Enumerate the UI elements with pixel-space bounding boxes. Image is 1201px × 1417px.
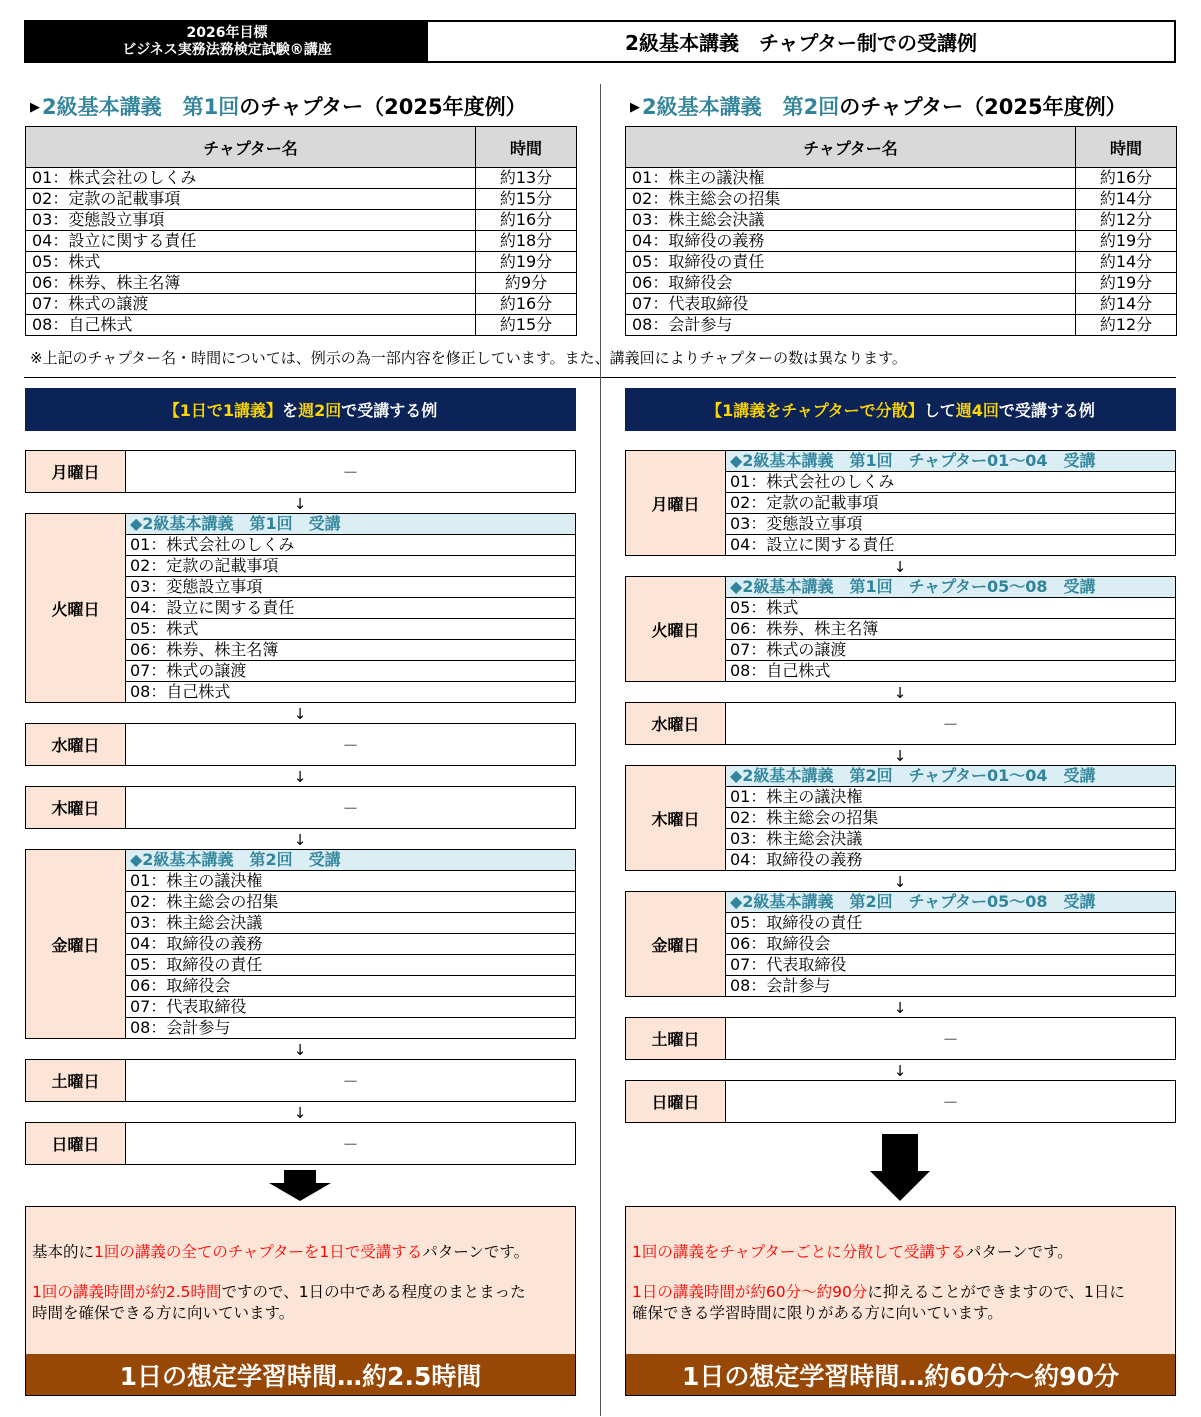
- day-label: 火曜日: [26, 514, 126, 702]
- summary-line: [32, 1242, 529, 1263]
- chapter-row: 02：定款の記載事項: [726, 493, 1175, 514]
- chapter-name: 06：取締役会: [626, 273, 1076, 294]
- day-label: 土曜日: [626, 1018, 726, 1059]
- down-arrow-icon: ↓: [893, 684, 907, 702]
- chapter-row: [626, 168, 1177, 189]
- chapter-row: 01：株主の議決権: [126, 871, 575, 892]
- chapter-name: 05：株式: [26, 252, 476, 273]
- lecture-list: [126, 850, 575, 1038]
- lecture-list: [726, 766, 1175, 870]
- no-lecture: －: [342, 736, 359, 755]
- chapter-row: 01：株式会社のしくみ: [726, 472, 1175, 493]
- footnote: ※上記のチャプター名・時間については、例示の為一部内容を修正しています。また、講義回によりチャプターの数は異なります。: [30, 349, 907, 367]
- right-day-tuesday: [625, 576, 1176, 682]
- summary-line: [632, 1242, 1073, 1263]
- column-divider: [600, 84, 601, 1416]
- chapter-time: 約19分: [1076, 231, 1177, 252]
- chapter-time: 約19分: [476, 252, 577, 273]
- page-header: [24, 20, 1176, 63]
- chapter-row: [626, 231, 1177, 252]
- chapter-name: 03：株主総会決議: [626, 210, 1076, 231]
- summary-text: ですので、1日の中である程度のまとまった: [221, 1283, 526, 1301]
- summary-paragraph: [32, 1282, 526, 1324]
- chapter-row: 07：代表取締役: [726, 955, 1175, 976]
- summary-text: 確保できる学習時間に限りがある方に向いています。: [632, 1304, 1003, 1322]
- lecture-heading: ◆2級基本講義 第2回 チャプター05～08 受講: [726, 892, 1175, 913]
- chapter-row: 08：会計参与: [130, 1018, 231, 1037]
- left-day-tuesday: [25, 513, 576, 703]
- page-title: 2級基本講義 チャプター制での受講例: [625, 31, 977, 55]
- down-arrow-icon: ↓: [293, 768, 307, 786]
- right-plan-banner: [625, 388, 1176, 431]
- right-day-saturday: [625, 1017, 1176, 1060]
- chapter-row: 02：株主総会の招集: [126, 892, 575, 913]
- chapter-time: 約16分: [476, 210, 577, 231]
- day-label: 水曜日: [626, 703, 726, 744]
- day-label: 日曜日: [626, 1081, 726, 1122]
- lecture-heading: ◆2級基本講義 第2回 受講: [126, 850, 575, 871]
- course-label: [26, 22, 428, 61]
- chapter-row: [26, 294, 577, 315]
- course-label-line2: ビジネス実務法務検定試験®講座: [122, 41, 332, 58]
- down-arrow-icon: ↓: [893, 873, 907, 891]
- chapter-row: [26, 168, 577, 189]
- chapter-name: 02：株主総会の招集: [626, 189, 1076, 210]
- day-label: 月曜日: [26, 451, 126, 492]
- no-lecture: －: [942, 1030, 959, 1049]
- chapter-row: 03：変態設立事項: [126, 577, 575, 598]
- chapter-time: 約14分: [1076, 252, 1177, 273]
- chapter-row: 02：株主総会の招集: [726, 808, 1175, 829]
- banner-text: を: [282, 401, 299, 420]
- no-lecture: －: [342, 463, 359, 482]
- down-arrow-icon: ↓: [893, 558, 907, 576]
- chapter-name: 02：定款の記載事項: [26, 189, 476, 210]
- chapter-time: 約19分: [1076, 273, 1177, 294]
- lecture-heading: ◆2級基本講義 第1回 チャプター05～08 受講: [726, 577, 1175, 598]
- banner-text: で受講する例: [998, 401, 1095, 420]
- left-table-title-prefix: 2級基本講義 第1回: [42, 95, 240, 119]
- left-summary-box: [25, 1206, 576, 1396]
- chapter-time: 約15分: [476, 189, 577, 210]
- chapter-row: 05：取締役の責任: [726, 913, 1175, 934]
- chapter-row: [26, 252, 577, 273]
- chapter-row: 08：自己株式: [130, 682, 231, 701]
- down-arrow-icon: ↓: [893, 1062, 907, 1080]
- chapter-name: 07：株式の譲渡: [26, 294, 476, 315]
- down-arrow-icon: ↓: [293, 1104, 307, 1122]
- banner-highlight: 週2回: [298, 401, 342, 420]
- chapter-row: 04：設立に関する責任: [730, 535, 895, 554]
- no-lecture: －: [942, 715, 959, 734]
- lecture-heading: ◆2級基本講義 第2回 チャプター01～04 受講: [726, 766, 1175, 787]
- no-lecture: －: [342, 1072, 359, 1091]
- day-label: 月曜日: [626, 451, 726, 555]
- banner-highlight: 週4回: [955, 401, 999, 420]
- chapter-row: 05：株式: [126, 619, 575, 640]
- left-chapter-table: [25, 126, 577, 336]
- left-day-friday: [25, 849, 576, 1039]
- lecture-list: [726, 451, 1175, 555]
- chapter-time: 約13分: [476, 168, 577, 189]
- chapter-row: 07：株式の譲渡: [726, 640, 1175, 661]
- chapter-row: [26, 210, 577, 231]
- chapter-row: 08：自己株式: [730, 661, 831, 680]
- column-header-chapter: チャプター名: [26, 127, 476, 168]
- left-day-thursday: [25, 786, 576, 829]
- right-table-title-suffix: のチャプター（2025年度例）: [839, 95, 1127, 119]
- chapter-name: 04：設立に関する責任: [26, 231, 476, 252]
- down-arrow-icon: ↓: [293, 1041, 307, 1059]
- banner-highlight: 【1講義をチャプターで分散】: [706, 401, 924, 420]
- chapter-time: 約14分: [1076, 189, 1177, 210]
- big-down-arrow-icon: [882, 1134, 918, 1172]
- column-header-time: 時間: [476, 127, 577, 168]
- day-label: 水曜日: [26, 724, 126, 765]
- right-chapter-table: [625, 126, 1177, 336]
- chapter-row: 06：株券、株主名簿: [126, 640, 575, 661]
- summary-text: に抑えることができますので、1日に: [867, 1283, 1125, 1301]
- down-arrow-icon: ↓: [293, 831, 307, 849]
- triangle-bullet-icon: ▶: [30, 100, 40, 115]
- no-lecture: －: [942, 1093, 959, 1112]
- chapter-time: 約16分: [476, 294, 577, 315]
- left-table-title: [30, 94, 527, 121]
- right-day-wednesday: [625, 702, 1176, 745]
- chapter-row: 03：株主総会決議: [726, 829, 1175, 850]
- banner-text: して: [923, 401, 956, 420]
- day-label: 木曜日: [626, 766, 726, 870]
- chapter-row: [26, 231, 577, 252]
- day-label: 金曜日: [26, 850, 126, 1038]
- chapter-row: 05：取締役の責任: [126, 955, 575, 976]
- chapter-row: 06：取締役会: [726, 934, 1175, 955]
- chapter-row: [626, 189, 1177, 210]
- chapter-row: [26, 315, 577, 336]
- chapter-time: 約14分: [1076, 294, 1177, 315]
- chapter-row: [26, 189, 577, 210]
- right-day-monday: [625, 450, 1176, 556]
- study-time-bar: 1日の想定学習時間…約2.5時間: [26, 1354, 575, 1395]
- right-summary-box: [625, 1206, 1176, 1396]
- summary-highlight: 1回の講義の全てのチャプターを1日で受講する: [94, 1243, 423, 1261]
- chapter-name: 07：代表取締役: [626, 294, 1076, 315]
- chapter-row: [626, 252, 1177, 273]
- chapter-time: 約16分: [1076, 168, 1177, 189]
- lecture-heading: ◆2級基本講義 第1回 受講: [126, 514, 575, 535]
- banner-highlight: 【1日で1講義】: [163, 401, 283, 420]
- summary-paragraph: [632, 1282, 1125, 1324]
- chapter-row: 04：取締役の義務: [730, 850, 863, 869]
- chapter-name: 08：会計参与: [626, 315, 1076, 336]
- day-label: 木曜日: [26, 787, 126, 828]
- chapter-name: 04：取締役の義務: [626, 231, 1076, 252]
- right-table-title: [630, 94, 1127, 121]
- lecture-heading: ◆2級基本講義 第1回 チャプター01～04 受講: [726, 451, 1175, 472]
- chapter-row: 07：代表取締役: [126, 997, 575, 1018]
- right-day-thursday: [625, 765, 1176, 871]
- chapter-time: 約9分: [476, 273, 577, 294]
- chapter-time: 約12分: [1076, 210, 1177, 231]
- right-day-friday: [625, 891, 1176, 997]
- chapter-row: 02：定款の記載事項: [126, 556, 575, 577]
- chapter-row: 01：株主の議決権: [726, 787, 1175, 808]
- down-arrow-icon: ↓: [293, 705, 307, 723]
- chapter-name: 03：変態設立事項: [26, 210, 476, 231]
- left-day-monday: [25, 450, 576, 493]
- chapter-time: 約15分: [476, 315, 577, 336]
- no-lecture: －: [342, 1135, 359, 1154]
- day-label: 日曜日: [26, 1123, 126, 1164]
- down-arrow-icon: ↓: [893, 999, 907, 1017]
- chapter-row: 06：取締役会: [126, 976, 575, 997]
- chapter-row: [26, 273, 577, 294]
- chapter-name: 01：株式会社のしくみ: [26, 168, 476, 189]
- left-day-wednesday: [25, 723, 576, 766]
- summary-text: 基本的に: [32, 1243, 95, 1261]
- big-down-arrow-head-icon: [269, 1183, 331, 1201]
- summary-text: パターンです。: [965, 1243, 1073, 1261]
- summary-highlight: 1回の講義をチャプターごとに分散して受講する: [632, 1243, 966, 1261]
- lecture-list: [126, 514, 575, 702]
- lecture-list: [726, 577, 1175, 681]
- big-down-arrow-head-icon: [870, 1171, 930, 1201]
- left-table-title-suffix: のチャプター（2025年度例）: [239, 95, 527, 119]
- chapter-row: [626, 315, 1177, 336]
- chapter-row: 04：設立に関する責任: [126, 598, 575, 619]
- down-arrow-icon: ↓: [893, 747, 907, 765]
- banner-text: で受講する例: [341, 401, 438, 420]
- day-label: 火曜日: [626, 577, 726, 681]
- summary-highlight: 1日の講義時間が約60分～約90分: [632, 1283, 868, 1301]
- chapter-row: [626, 294, 1177, 315]
- chapter-row: 01：株式会社のしくみ: [126, 535, 575, 556]
- chapter-name: 08：自己株式: [26, 315, 476, 336]
- chapter-row: 05：株式: [726, 598, 1175, 619]
- chapter-time: 約12分: [1076, 315, 1177, 336]
- day-label: 金曜日: [626, 892, 726, 996]
- chapter-name: 05：取締役の責任: [626, 252, 1076, 273]
- left-plan-banner: [25, 388, 576, 431]
- chapter-row: 07：株式の譲渡: [126, 661, 575, 682]
- study-time-bar: 1日の想定学習時間…約60分～約90分: [626, 1354, 1175, 1395]
- left-day-saturday: [25, 1059, 576, 1102]
- chapter-row: [626, 210, 1177, 231]
- summary-text: 時間を確保できる方に向いています。: [32, 1304, 295, 1322]
- chapter-row: 06：株券、株主名簿: [726, 619, 1175, 640]
- chapter-row: 04：取締役の義務: [126, 934, 575, 955]
- chapter-name: 01：株主の議決権: [626, 168, 1076, 189]
- no-lecture: －: [342, 799, 359, 818]
- big-down-arrow-icon: [284, 1170, 316, 1184]
- triangle-bullet-icon: ▶: [630, 100, 640, 115]
- down-arrow-icon: ↓: [293, 495, 307, 513]
- lecture-list: [726, 892, 1175, 996]
- chapter-row: 08：会計参与: [730, 976, 831, 995]
- column-header-chapter: チャプター名: [626, 127, 1076, 168]
- day-label: 土曜日: [26, 1060, 126, 1101]
- right-table-title-prefix: 2級基本講義 第2回: [642, 95, 840, 119]
- left-day-sunday: [25, 1122, 576, 1165]
- chapter-row: [626, 273, 1177, 294]
- summary-highlight: 1回の講義時間が約2.5時間: [32, 1283, 222, 1301]
- right-day-sunday: [625, 1080, 1176, 1123]
- chapter-time: 約18分: [476, 231, 577, 252]
- summary-text: パターンです。: [422, 1243, 530, 1261]
- course-label-line1: 2026年目標: [186, 24, 268, 41]
- chapter-row: 03：株主総会決議: [126, 913, 575, 934]
- chapter-name: 06：株券、株主名簿: [26, 273, 476, 294]
- column-header-time: 時間: [1076, 127, 1177, 168]
- chapter-row: 03：変態設立事項: [726, 514, 1175, 535]
